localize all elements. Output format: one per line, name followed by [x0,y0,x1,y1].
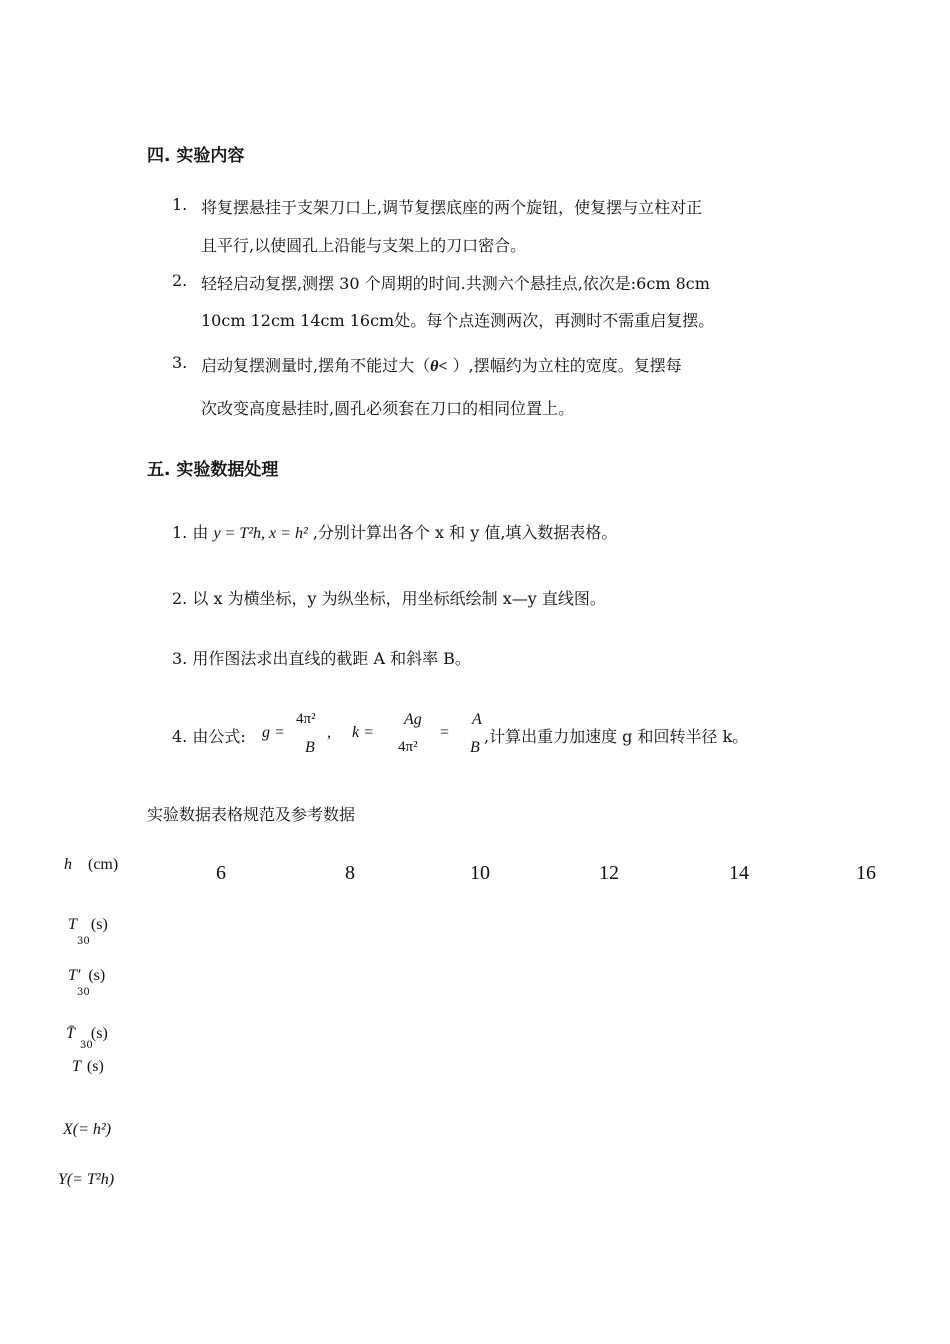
item-2-line1: 轻轻启动复摆,测摆 30 个周期的时间.共测六个悬挂点,依次是:6cm 8cm [201,274,710,293]
item-1-line2: 且平行,以使圆孔上沿能与支架上的刀口密合。 [201,236,527,255]
row-label-unit: (s) [88,967,106,984]
step-3: 3. 用作图法求出直线的截距 A 和斜率 B。 [172,649,471,668]
step-1-suffix: ,分别计算出各个 x 和 y 值,填入数据表格。 [312,523,618,542]
row-label-y: Y(= T²h) [58,1171,115,1188]
theta-symbol: θ< [430,358,448,375]
row-label-unit: (s) [90,916,108,933]
step-4-prefix: 4. 由公式: [172,727,246,746]
item-1-line1: 将复摆悬挂于支架刀口上,调节复摆底座的两个旋钮，使复摆与立柱对正 [201,198,703,217]
item-3-line2: 次改变高度悬挂时,圆孔必须套在刀口的相同位置上。 [201,399,575,418]
k-lhs: k = [352,724,374,741]
h-label [64,856,118,874]
step-4-suffix: ,计算出重力加速度 g 和回转半径 k。 [484,727,749,746]
h-value: 16 [856,862,876,884]
step-1 [172,520,617,543]
h-unit: (cm) [88,856,119,873]
h-symbol: h [64,856,72,873]
k-numerator-1: Ag [404,711,422,728]
k-denominator-2: B [470,739,480,756]
step-2: 2. 以 x 为横坐标，y 为纵坐标，用坐标纸绘制 x—y 直线图。 [172,589,606,608]
h-value: 8 [345,862,355,884]
row-label-main: T [68,916,77,933]
row-label-t30 [68,916,108,934]
comma: , [327,724,331,741]
section-4-title: 四. 实验内容 [147,146,245,166]
row-label-sub: 30 [77,936,90,947]
row-label-t30-prime [68,967,105,985]
row-label-t [72,1058,104,1076]
row-label-main: T' [68,967,81,984]
item-1-number: 1. [172,195,188,214]
section-5-title: 五. 实验数据处理 [147,460,279,480]
g-numerator: 4π² [296,711,316,727]
equals-sign: = [440,724,450,741]
h-value: 6 [216,862,226,884]
h-value: 14 [729,862,749,884]
h-value: 10 [470,862,490,884]
k-denominator-1: 4π² [398,739,418,755]
item-3-line1-a: 启动复摆测量时,摆角不能过大（ [201,356,431,375]
step-1-formula: y = T²h, x = h² [213,525,308,542]
item-3-line1-b: ）,摆幅约为立柱的宽度。复摆每 [447,356,682,375]
item-3-number: 3. [172,353,188,372]
item-3-line1 [201,353,682,376]
row-label-unit: (s) [86,1058,104,1075]
item-2-number: 2. [172,271,188,290]
table-caption: 实验数据表格规范及参考数据 [147,805,356,824]
row-label-x: X(= h²) [63,1121,112,1138]
row-label-main: T̄ [66,1025,75,1042]
step-1-prefix: 1. 由 [172,523,209,542]
row-label-unit: (s) [90,1025,108,1042]
row-label-sub: 30 [80,1040,93,1051]
g-lhs: g = [262,724,285,741]
h-value: 12 [599,862,619,884]
row-label-main: T [72,1058,81,1075]
g-denominator: B [305,739,315,756]
item-2-line2: 10cm 12cm 14cm 16cm处。每个点连测两次，再测时不需重启复摆。 [201,311,715,330]
row-label-sub: 30 [77,987,90,998]
k-numerator-2: A [472,711,482,728]
